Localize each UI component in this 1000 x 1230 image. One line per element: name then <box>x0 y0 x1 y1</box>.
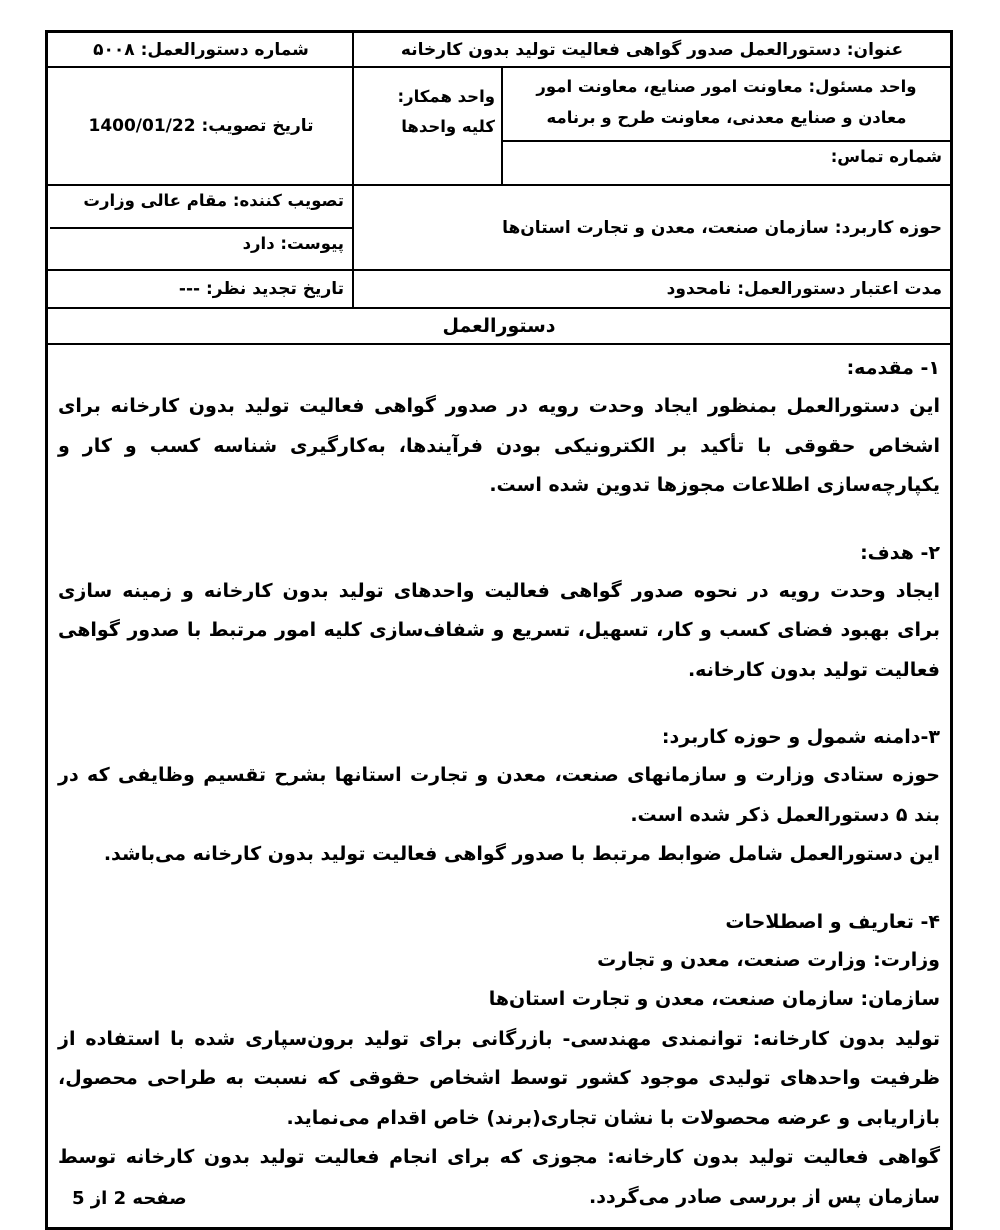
doc-header-title: دستورالعمل <box>442 315 556 337</box>
definition-organization: سازمان: سازمان صنعت، معدن و تجارت استان‌ها <box>488 988 940 1011</box>
section-heading-introduction: ۱- مقدمه: <box>846 357 940 379</box>
responsible-unit: واحد مسئول: معاونت امور صنایع، معاونت امور معادن و صنایع معدنی، معاونت طرح و برنامه <box>503 68 950 142</box>
attachment: پیوست: دارد <box>242 234 344 253</box>
responsible-unit-stack <box>501 68 950 184</box>
contact-number: شماره تماس: <box>830 147 942 166</box>
approval-date: تاریخ تصویب: 1400/01/22 <box>88 116 314 136</box>
section-heading-scope: ۳-دامنه شمول و حوزه کاربرد: <box>661 726 940 749</box>
paragraph-introduction: این دستورالعمل بمنظور ایجاد وحدت رویه در صدور گواهی فعالیت تولید بدون کارخانه برای اشخاص حقوقی با تأکید بر الکترونیکی بودن فرآیندها، به‌کارگیری شناسه کسب و کار و یکپارچه‌سازی اطلاعات مجوزها تدوین شده است. <box>58 395 940 497</box>
partner-unit: واحد همکار: کلیه واحدها <box>352 68 501 184</box>
document-body <box>48 345 950 1227</box>
approver-stack <box>50 186 352 269</box>
row-title <box>48 33 950 68</box>
application-scope: حوزه کاربرد: سازمان صنعت، معدن و تجارت استان‌ها <box>352 186 950 269</box>
paragraph-objective: ایجاد وحدت رویه در نحوه صدور گواهی فعالیت واحدهای تولید بدون کارخانه و زمینه سازی برای بهبود فضای کسب و کار، تسهیل، تسریع و شفاف‌سازی کلیه امور مرتبط با صدور گواهی فعالیت تولید بدون کارخانه. <box>58 579 940 681</box>
section-heading-definitions: ۴- تعاریف و اصطلاحات <box>725 910 940 933</box>
paragraph-scope-2: این دستورالعمل شامل ضوابط مرتبط با صدور گواهی فعالیت تولید بدون کارخانه می‌باشد. <box>103 843 940 866</box>
page-number: صفحه 2 از 5 <box>72 1188 187 1209</box>
row-units <box>48 68 950 186</box>
definition-factoryless-production: تولید بدون کارخانه: توانمندی مهندسی- بازرگانی برای تولید برون‌سپاری شده با استفاده از ظرفیت واحدهای تولیدی موجود کشور توسط اشخاص حقوقی که نسبت به طراحی محصول، بازاریابی و عرضه محصولات با نشان تجاری(برند) خاص اقدام می‌نماید. <box>58 1027 940 1129</box>
row-body <box>48 345 950 1227</box>
section-heading-objective: ۲- هدف: <box>860 541 940 564</box>
definition-activity-certificate: گواهی فعالیت تولید بدون کارخانه: مجوزی که برای انجام فعالیت تولید بدون کارخانه توسط سازمان پس از بررسی صادر می‌گردد. <box>58 1146 940 1208</box>
row-doc-header <box>48 309 950 345</box>
document-title: عنوان: دستورالعمل صدور گواهی فعالیت تولید بدون کارخانه <box>352 33 950 66</box>
row-scope <box>48 186 950 271</box>
approver: تصویب کننده: مقام عالی وزارت <box>50 186 352 229</box>
definition-ministry: وزارت: وزارت صنعت، معدن و تجارت <box>597 948 940 971</box>
validity-duration: مدت اعتبار دستورالعمل: نامحدود <box>352 271 950 307</box>
directive-document-table <box>45 30 953 1230</box>
revision-date: تاریخ تجدید نظر: --- <box>178 279 344 299</box>
row-validity <box>48 271 950 309</box>
paragraph-scope-1: حوزه ستادی وزارت و سازمانهای صنعت، معدن و تجارت استانها بشرح تقسیم وظایفی که در بند ۵ دستورالعمل ذکر شده است. <box>58 764 940 826</box>
doc-number: شماره دستورالعمل: ۵۰۰۸ <box>93 39 309 60</box>
